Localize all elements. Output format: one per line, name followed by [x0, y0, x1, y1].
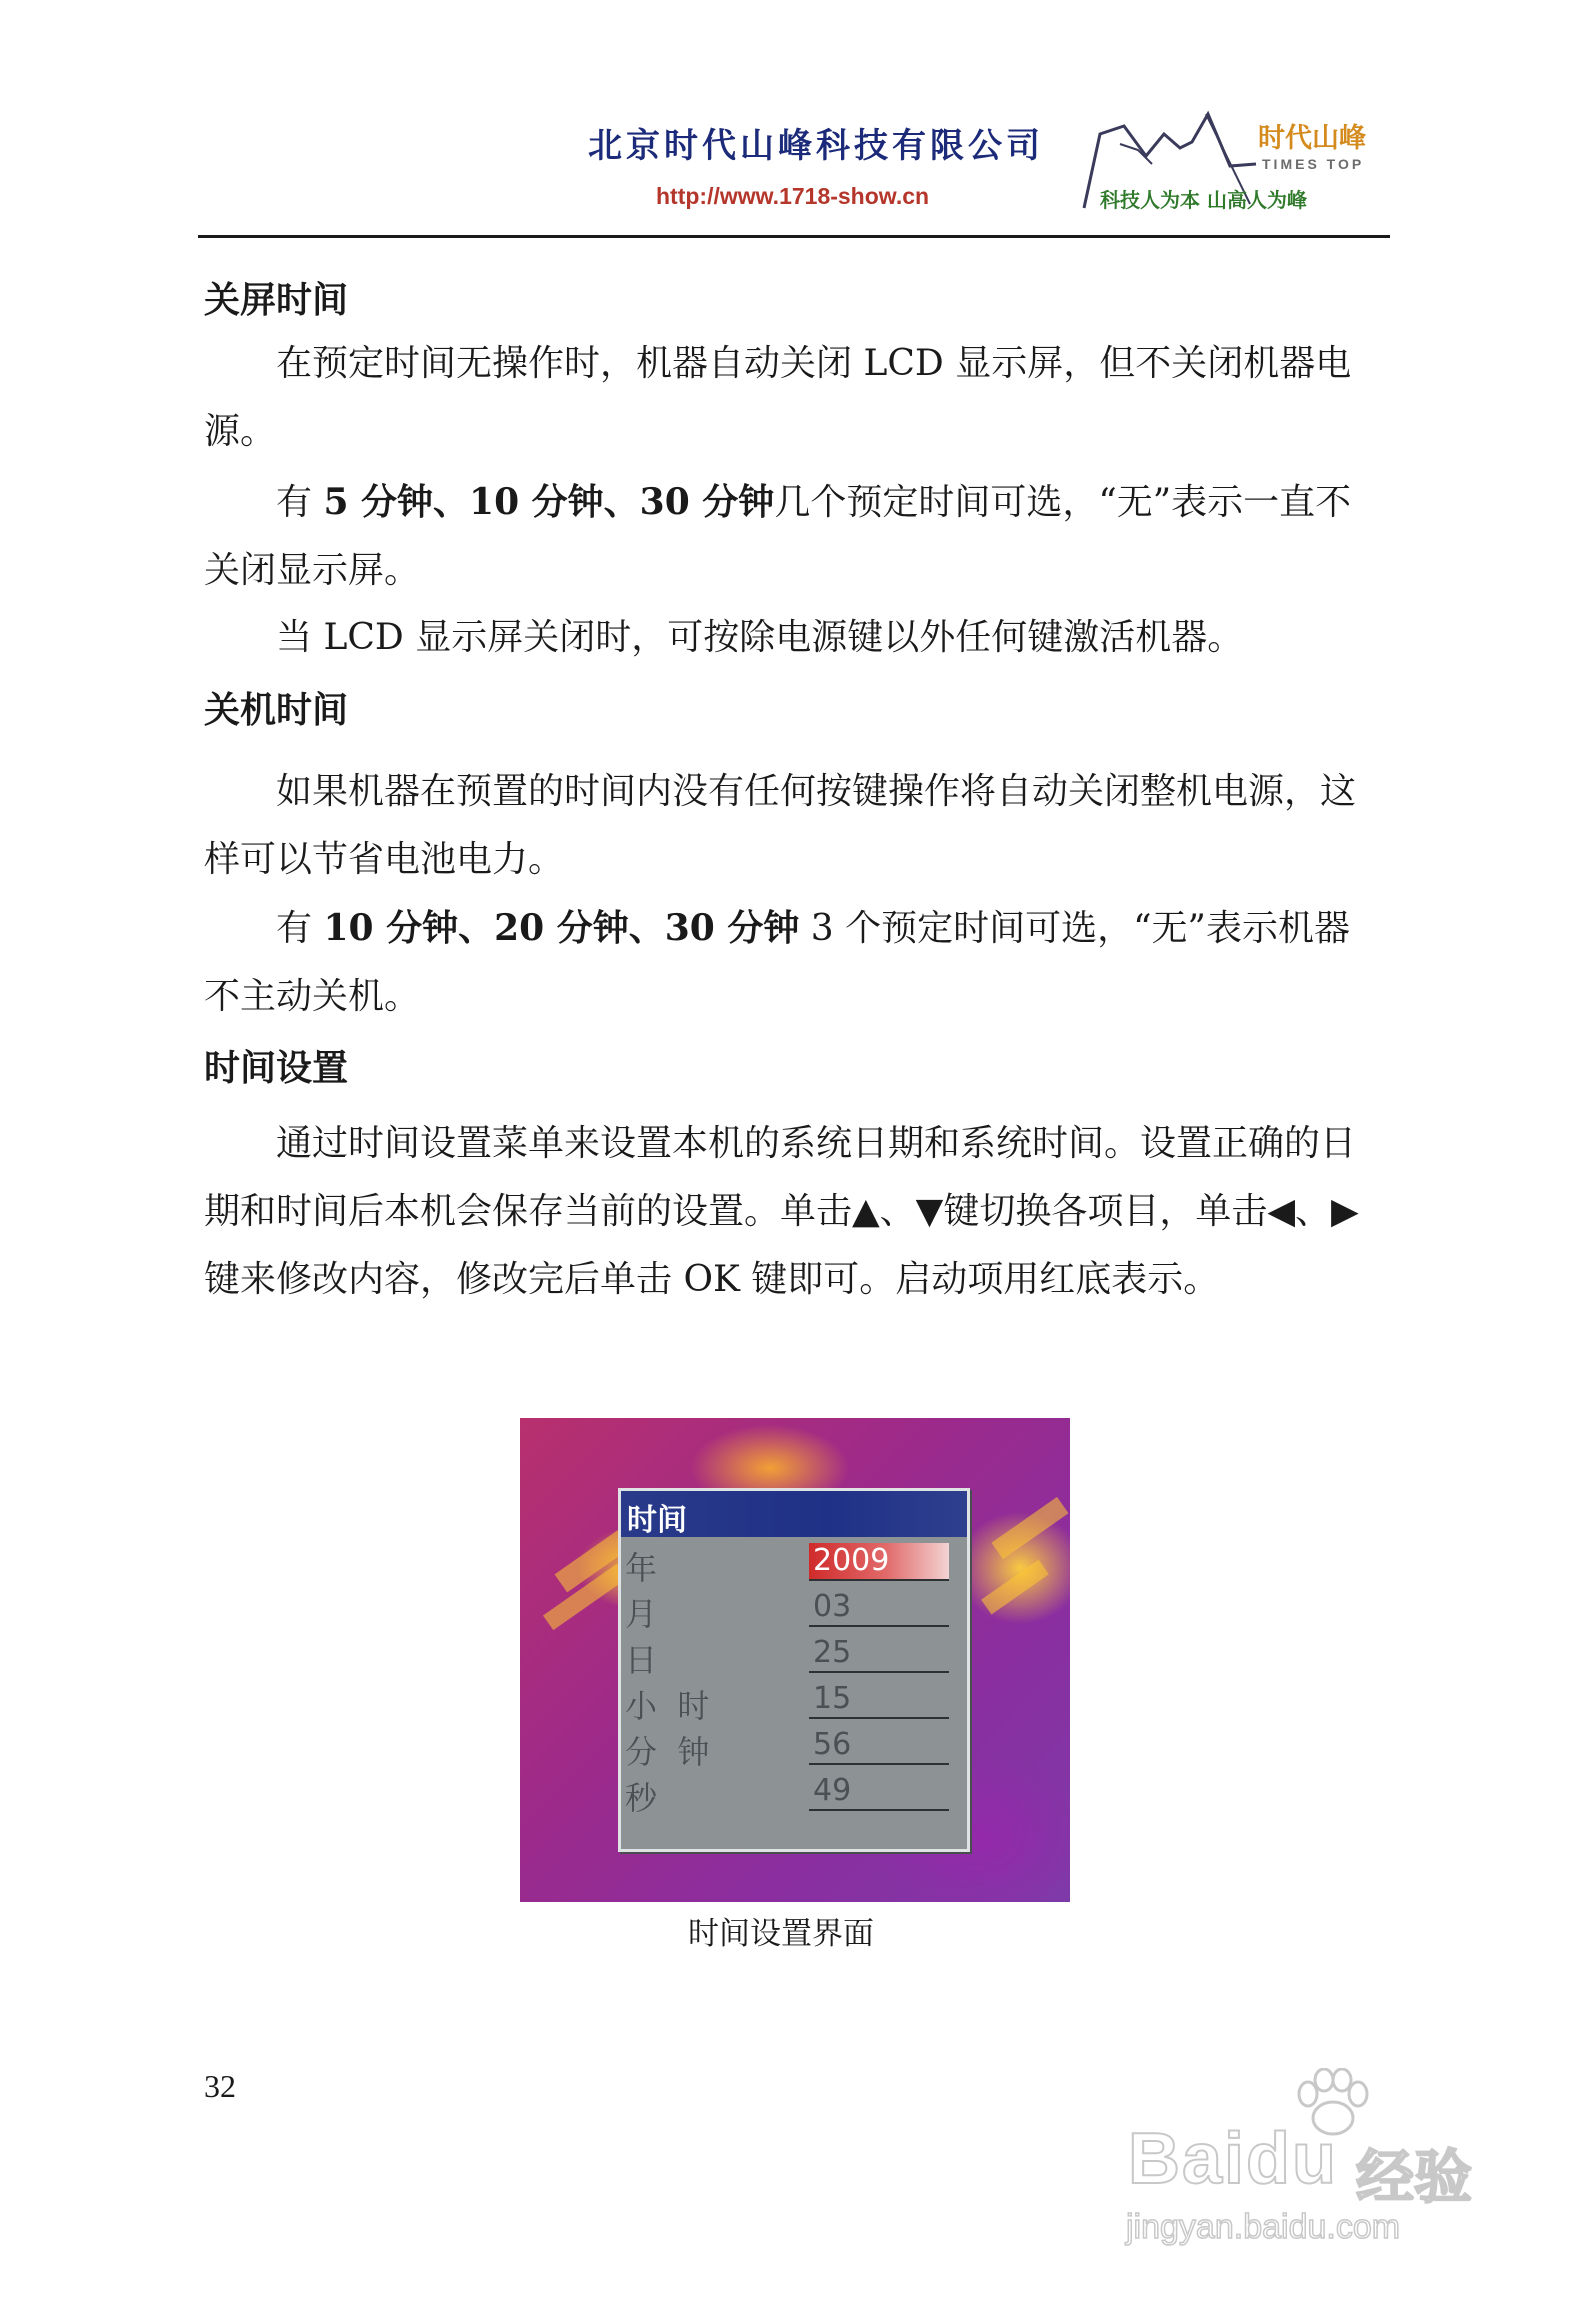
company-logo	[1080, 104, 1420, 212]
logo-slogan: 科技人为本 山高人为峰	[1100, 188, 1307, 212]
logo-english: TIMES TOP	[1262, 156, 1365, 172]
page-number: 32	[204, 2068, 236, 2104]
screen-off-options: 5 分钟、10 分钟、30 分钟	[323, 481, 775, 523]
value-month: 03	[809, 1589, 949, 1627]
header-divider	[198, 235, 1390, 238]
power-off-paragraph-1: 如果机器在预置的时间内没有任何按键操作将自动关闭整机电源，这样可以节省电池电力。	[204, 771, 1357, 880]
menu-title: 时间	[627, 1503, 687, 1538]
figure-caption: 时间设置界面	[688, 1916, 874, 1952]
time-menu	[618, 1488, 970, 1852]
baidu-watermark	[1120, 2068, 1520, 2248]
heading-power-off: 关机时间	[204, 690, 349, 731]
company-name: 北京时代山峰科技有限公司	[588, 126, 1044, 166]
watermark-brand: Baidu	[1128, 2119, 1339, 2199]
label-second: 秒	[625, 1779, 658, 1817]
time-setting-paragraph: 通过时间设置菜单来设置本机的系统日期和系统时间。设置正确的日期和时间后本机会保存当前的设置。单击▲、▼键切换各项目，单击◀、▶键来修改内容，修改完后单击 OK 键即可。启动项用红底表示。	[204, 1123, 1359, 1300]
label-hour: 小 时	[625, 1687, 710, 1725]
power-off-options: 10 分钟、20 分钟、30 分钟	[323, 907, 800, 949]
value-day: 25	[809, 1635, 949, 1673]
heading-screen-off: 关屏时间	[204, 280, 349, 321]
power-off-paragraph-2: 有 10 分钟、20 分钟、30 分钟 3 个预定时间可选，“无”表示机器不主动关机。	[204, 907, 1350, 1017]
screen-off-paragraph-2: 有 5 分钟、10 分钟、30 分钟几个预定时间可选，“无”表示一直不关闭显示屏。	[204, 481, 1352, 591]
watermark-url: jingyan.baidu.com	[1126, 2208, 1401, 2246]
company-url: http://www.1718-show.cn	[656, 183, 930, 209]
time-setting-screenshot	[520, 1418, 1070, 1902]
value-second: 49	[809, 1773, 949, 1811]
value-year: 2009	[809, 1543, 949, 1581]
label-day: 日	[625, 1641, 658, 1679]
screen-off-paragraph-1: 在预定时间无操作时，机器自动关闭 LCD 显示屏，但不关闭机器电源。	[204, 343, 1352, 452]
heading-time-setting: 时间设置	[204, 1048, 349, 1089]
value-minute: 56	[809, 1727, 949, 1765]
value-hour: 15	[809, 1681, 949, 1719]
label-year: 年	[625, 1549, 658, 1587]
watermark-cn: 经验	[1356, 2143, 1473, 2211]
screen-off-paragraph-3: 当 LCD 显示屏关闭时，可按除电源键以外任何键激活机器。	[276, 617, 1244, 658]
label-month: 月	[625, 1595, 658, 1633]
menu-title-bar	[621, 1491, 967, 1537]
logo-name: 时代山峰	[1258, 123, 1366, 154]
label-minute: 分 钟	[625, 1733, 710, 1771]
